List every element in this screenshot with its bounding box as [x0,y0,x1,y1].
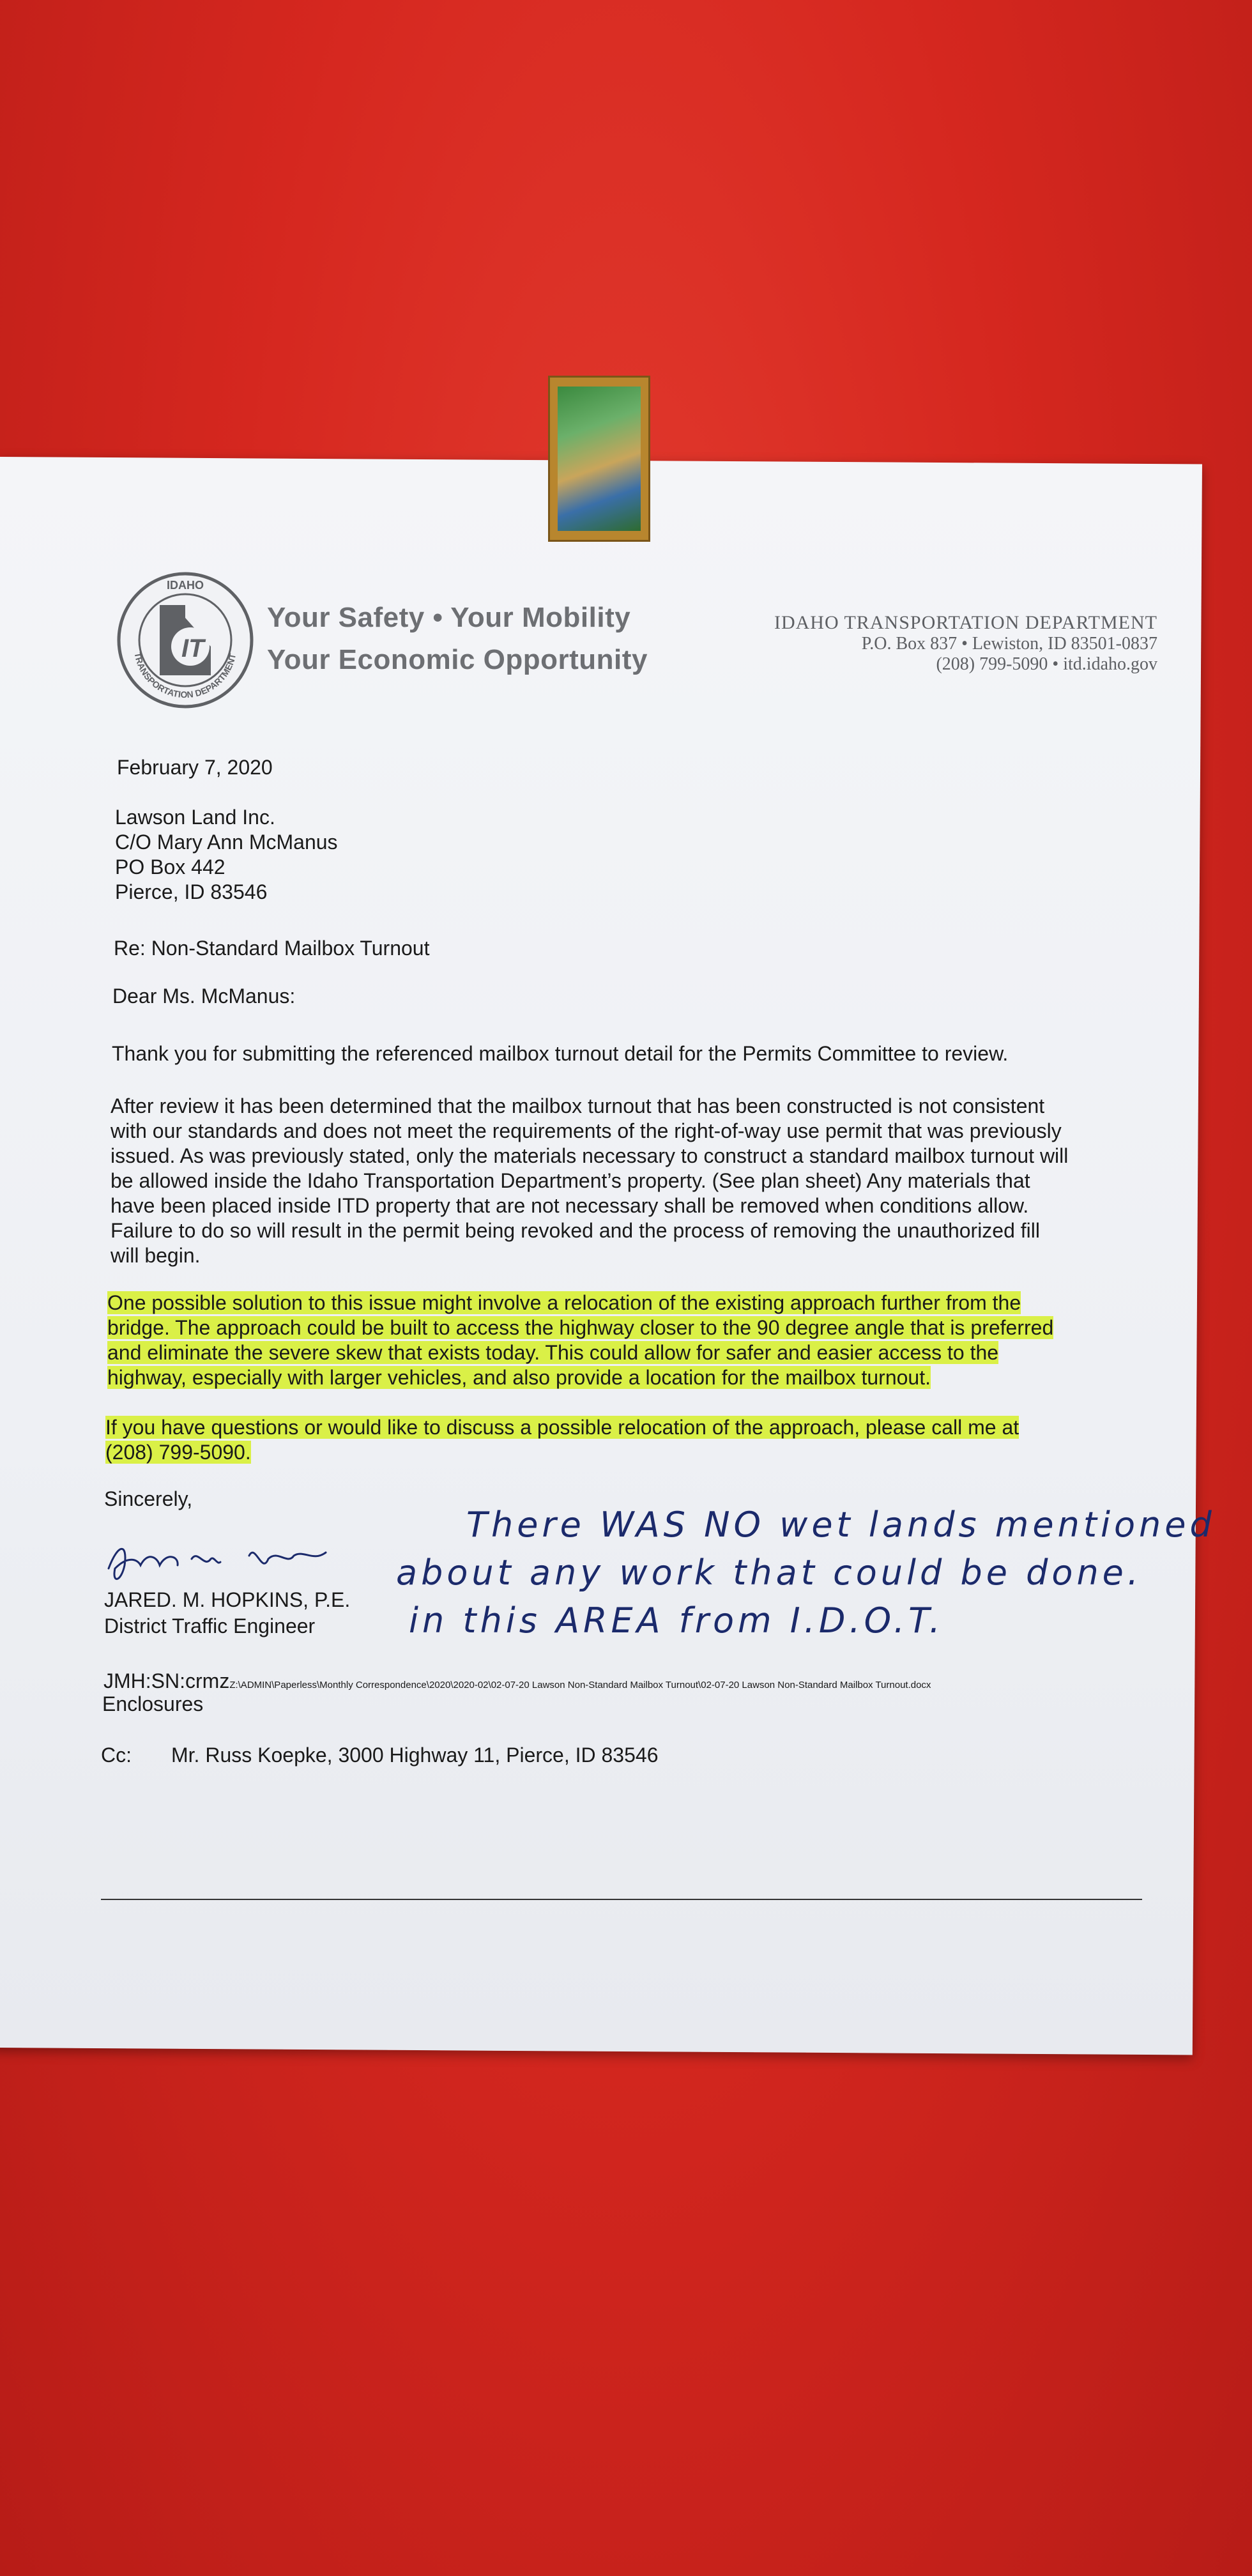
paragraph-3-highlighted: One possible solution to this issue might involve a relocation of the existing approach further from the bridge. The approach could be built to access the highway closer to the 90 degree angle that is preferred and eliminate the severe skew that exists today. This could allow for safer and easier access to the highway, especially with larger vehicles, and also provide a location for the mailbox turnout. [107,1291,1054,1389]
enclosures: Enclosures [102,1692,204,1715]
signature [102,1530,345,1588]
paragraph-4-highlighted: If you have questions or would like to discuss a possible relocation of the approach, please call me at (208) 799-5090. [105,1416,1019,1464]
footer-divider [101,1899,1142,1900]
handwritten-note-line3: in this AREA from I.D.O.T. [409,1600,944,1641]
salutation: Dear Ms. McManus: [112,985,296,1008]
signer-name: JARED. M. HOPKINS, P.E. [104,1588,351,1611]
signer-title: District Traffic Engineer [104,1614,316,1637]
paragraph-1: Thank you for submitting the referenced mailbox turnout detail for the Permits Committee to review. [112,1042,1009,1065]
re-line: Re: Non-Standard Mailbox Turnout [114,937,430,960]
recipient-line: PO Box 442 [115,855,225,878]
department-name: IDAHO TRANSPORTATION DEPARTMENT [774,612,1157,633]
cc-recipient: Mr. Russ Koepke, 3000 Highway 11, Pierce, ID 83546 [171,1744,659,1767]
recipient-line: C/O Mary Ann McManus [115,831,338,854]
department-header [774,612,1157,675]
closing: Sincerely, [104,1487,193,1510]
tagline-line1: Your Safety • Your Mobility [267,602,631,633]
recipient-line: Pierce, ID 83546 [115,880,268,903]
handwritten-note-line2: about any work that could be done. [396,1552,1143,1593]
reference-line: JMH:SN:crmzZ:\ADMIN\Paperless\Monthly Correspondence\2020\2020-02\02-07-20 Lawson Non-Standard Mailbox Turnout\02-07-20 Lawson Non-Standard Mailbox Turnout.docx [103,1669,931,1692]
tagline-line2: Your Economic Opportunity [267,644,648,675]
push-pin-magnet [548,376,650,542]
paragraph-2: After review it has been determined that the mailbox turnout that has been constructed is not consistent with our standards and does not meet the requirements of the right-of-way use permit that was previously issued. As was previously stated, only the materials necessary to construct a standard mailbox turnout will be allowed inside the Idaho Transportation Department’s property. (See plan sheet) Any materials that have been placed inside ITD property that are not necessary shall be removed when conditions allow. Failure to do so will result in the permit being revoked and the process of removing the unauthorized fill will begin. [111,1094,1069,1267]
itd-logo-icon [115,570,256,710]
letter-date: February 7, 2020 [117,756,273,779]
department-contact: (208) 799-5090 • itd.idaho.gov [936,654,1157,674]
svg-text:TRANSPORTATION DEPARTMENT: TRANSPORTATION DEPARTMENT [132,651,238,700]
handwritten-note-line1: There WAS NO wet lands mentioned [466,1505,1216,1545]
cc-label: Cc: [101,1744,132,1767]
recipient-line: Lawson Land Inc. [115,806,275,829]
svg-text:IT: IT [181,634,204,663]
department-address: P.O. Box 837 • Lewiston, ID 83501-0837 [861,634,1157,654]
svg-text:IDAHO: IDAHO [167,579,204,592]
recipient-address [115,805,338,905]
